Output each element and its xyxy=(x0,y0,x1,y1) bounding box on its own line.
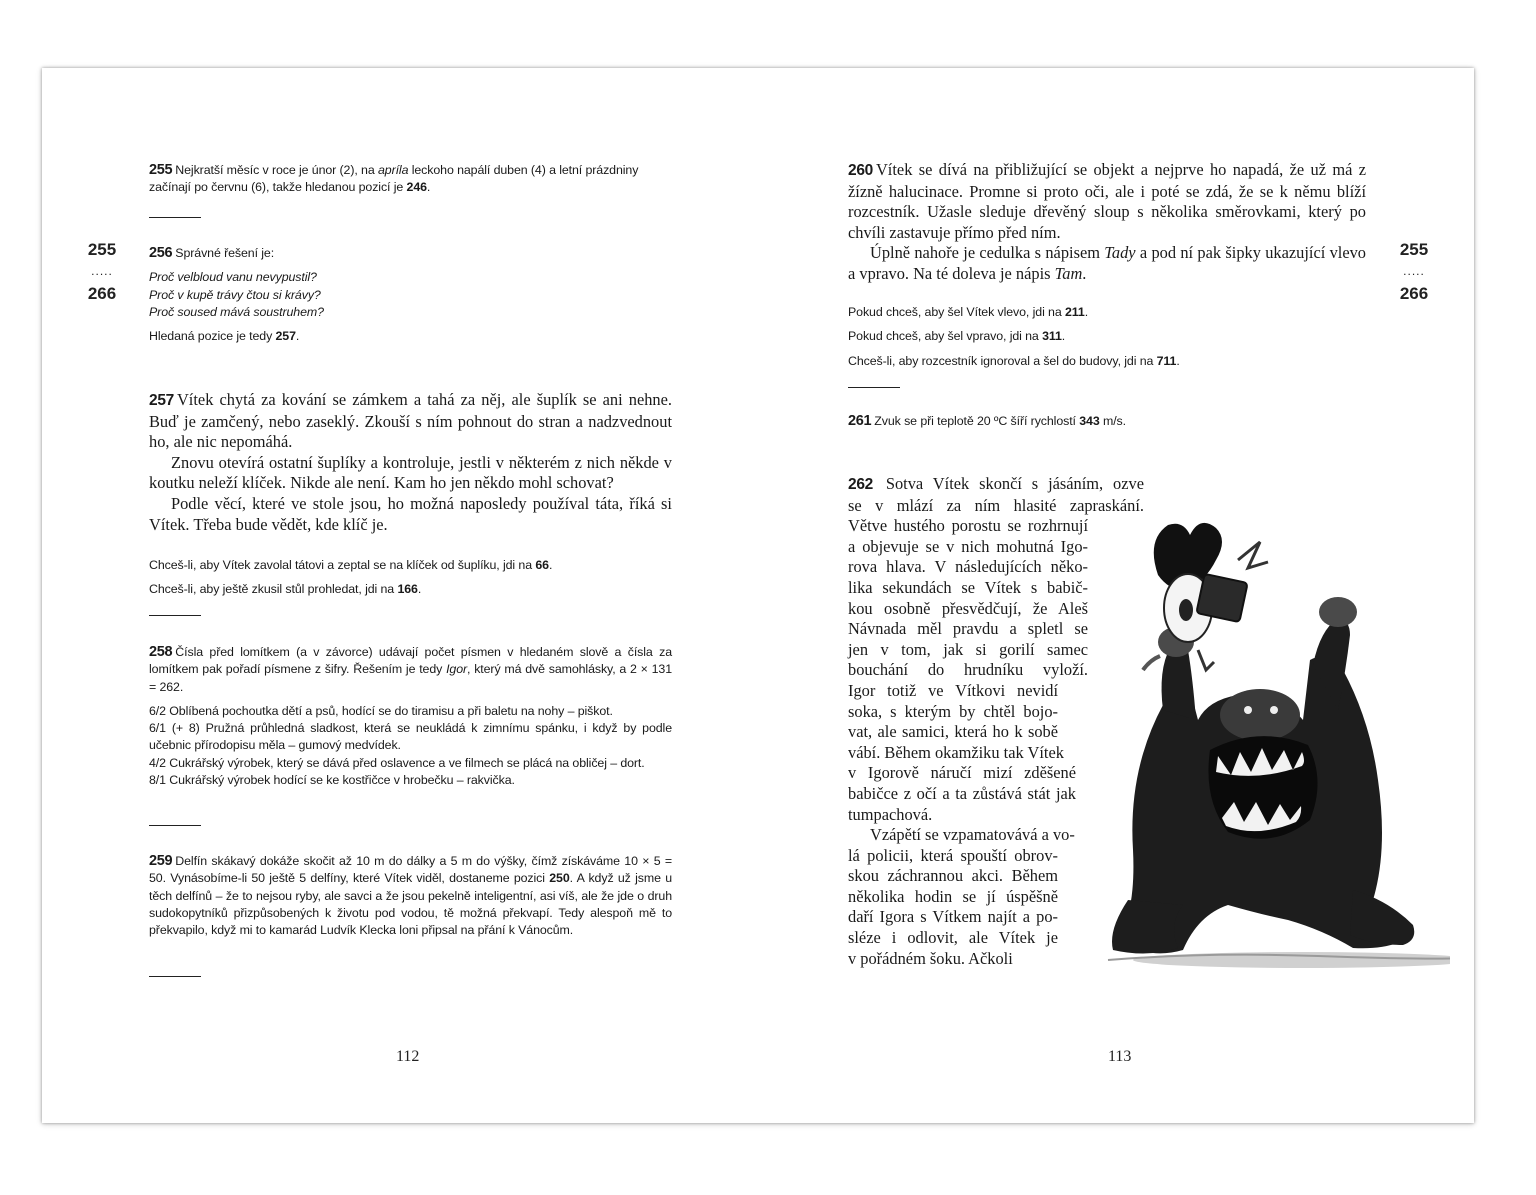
section-number: 261 xyxy=(848,413,872,429)
text-line: Větve hustého porostu se rozhrnují xyxy=(848,516,1088,536)
section-257-choices xyxy=(149,557,672,599)
solution-line: Proč velbloud vanu nevypustil? xyxy=(149,270,317,285)
text-line: bouchání do hrudníku vyloží. xyxy=(848,660,1088,680)
text-line: sléze i odlovit, ale Vítek je xyxy=(848,928,1058,948)
section-number: 256 xyxy=(149,245,173,261)
section-259: 259 Delfín skákavý dokáže skočit až 10 m do dálky a 5 m do výšky, čímž získáváme 10 × 5 = 50. Vynásobíme-li 50 ještě 5 delfíny, které Vítek viděl, dostaneme pozici 250. A když už jsme u těch delfínů – že to nejsou ryby, ale savci a že jsou pekelně inteligentní, asi víš, ale že jde o druh sudokopytníků přizpůsobených k životu pod vodou, tě možná překvapí. Tedy alespoň mě to překvapilo, když mi to kamarád Ludvík Klecka loni připsal na přání k Vánocům. xyxy=(149,853,672,938)
text-line: babičce z očí a ta zůstává stát jak xyxy=(848,783,1076,803)
text-line: v pořádném šoku. Ačkoli xyxy=(848,948,1013,968)
text-line: lá policii, která spouští obrov- xyxy=(848,845,1058,865)
range-end: 266 xyxy=(1399,284,1429,303)
book-spread xyxy=(42,68,1474,1123)
page-number: 112 xyxy=(396,1048,420,1065)
text-line: Návnada měl pravdu a spletl se xyxy=(848,619,1088,639)
clue-line: 4/2 Cukrářský výrobek, který se dává před oslavence a ve filmech se plácá na obličej – dort. xyxy=(149,755,645,770)
text-line: jen v tom, jak si gorilí samec xyxy=(848,639,1088,659)
text-line: Vzápětí se vzpamatovává a vo- xyxy=(870,825,1075,845)
clue-line: 6/1 (+ 8) Pružná průhledná sladkost, která se neukládá k zimnímu spánku, i když by podle učebnic přírodopisu měla – gumový medvídek. xyxy=(149,721,672,753)
section-divider xyxy=(149,615,201,616)
gorilla-face xyxy=(1220,689,1300,741)
section-number: 262 xyxy=(848,476,873,493)
boy-shoe xyxy=(1238,542,1268,568)
section-260-choices xyxy=(848,304,1366,370)
section-divider xyxy=(848,387,900,388)
choice-option[interactable]: Pokud chceš, aby šel Vítek vlevo, jdi na 211. xyxy=(848,305,1089,319)
gorilla-right-hand xyxy=(1319,597,1357,627)
text-line: rova hlava. V následujících něko- xyxy=(848,557,1088,577)
gorilla-right-leg xyxy=(1350,890,1414,945)
text-line: a objevuje se v nich mohutná Igo- xyxy=(848,536,1088,556)
section-range-tab xyxy=(82,240,122,304)
text-line: vat, ale samici, která ho k sobě xyxy=(848,722,1058,742)
text-line: daří Igora s Vítkem najít a po- xyxy=(848,907,1058,927)
choice-option[interactable]: Chceš-li, aby rozcestník ignoroval a šel do budovy, jdi na 711. xyxy=(848,353,1180,368)
text-line: se v mlází za ním hlasité zapraskání. xyxy=(848,495,1144,515)
text-line: Igor totiž ve Vítkovi nevidí xyxy=(848,680,1058,700)
section-number: 260 xyxy=(848,162,873,179)
section-261: 261 Zvuk se při teplotě 20 ºC šíří rychlostí 343 m/s. xyxy=(848,413,1126,429)
range-start: 255 xyxy=(87,240,117,259)
section-260: 260 Vítek se dívá na přibližující se objekt a nejprve ho napadá, že už má z žízně halucinace. Promne si proto oči, ale i poté se zdá, že se k němu blíží rozcestník. Užasle sleduje dřevěný sloup s několika směrovkami, který po chvíli zastavuje přímo před ním. Úplně nahoře je cedulka s nápisem Tady a pod ní pak šipky ukazující vlevo a vpravo. Na té doleva je nápis Tam. xyxy=(848,160,1367,283)
text-line: vábí. Během okamžiku tak Vítek xyxy=(848,742,1064,762)
section-divider xyxy=(149,217,201,218)
page-number: 113 xyxy=(1108,1048,1132,1065)
answer: 246 xyxy=(406,180,427,195)
range-dots: ..... xyxy=(1403,264,1425,278)
boy-jacket xyxy=(1196,574,1247,622)
choice-option[interactable]: Chceš-li, aby ještě zkusil stůl prohledat, jdi na 166. xyxy=(149,582,422,597)
section-number: 259 xyxy=(149,853,173,869)
choice-option[interactable]: Chceš-li, aby Vítek zavolal tátovi a zeptal se na klíček od šuplíku, jdi na 66. xyxy=(149,558,553,572)
text-line: kou osobně přesvědčují, že Aleš xyxy=(848,598,1088,618)
boy-mouth xyxy=(1179,599,1193,621)
section-257: 257 Vítek chytá za kování se zámkem a tahá za něj, ale šuplík se ani nehne. Buď je zamčený, nebo zaseklý. Zkouší s ním pohnout do stran a nadzvednout ho, ale nic nepomáhá. Znovu otevírá ostatní šuplíky a kontroluje, jestli v některém z nich někde v koutku neleží klíček. Nikde ale není. Kam ho jen někdo mohl schovat? Podle věcí, které ve stole jsou, ho možná naposledy používal táta, říká si Vítek. Třeba bude vědět, kde klíč je. xyxy=(149,390,672,534)
clue-line: 6/2 Oblíbená pochoutka dětí a psů, hodící se do tiramisu a při baletu na nohy – piškot. xyxy=(149,703,613,718)
text-line: 262 Sotva Vítek skončí s jásáním, ozve xyxy=(848,474,1144,493)
section-256: 256 Správné řešení je: Proč velbloud vanu nevypustil? Proč v kupě trávy čtou si krávy? Proč soused mává soustruhem? Hledaná pozice je tedy 257. xyxy=(149,245,324,344)
section-divider xyxy=(149,825,201,826)
section-number: 258 xyxy=(149,644,173,660)
text-line: soka, s kterým by chtěl bojo- xyxy=(848,701,1058,721)
section-divider xyxy=(149,976,201,977)
answer: 250 xyxy=(549,871,570,886)
range-start: 255 xyxy=(1399,240,1429,259)
section-258: 258 Čísla před lomítkem (a v závorce) udávají počet písmen v hledaném slově a čísla za lomítkem pak pořadí písmene z šifry. Řešením je tedy Igor, který má dvě samohlásky, a 2 × 131 = 262. 6/2 Oblíbená pochoutka dětí a psů, hodící se do tiramisu a při baletu na nohy – piškot. 6/1 (+ 8) Pružná průhledná sladkost, která se neukládá k zimnímu spánku, i když by podle učebnic přírodopisu měla – gumový medvídek. 4/2 Cukrářský výrobek, který se dává před oslavence a ve filmech se plácá na obličej – dort. 8/1 Cukrářský výrobek hodící se ke kostřičce v hrobečku – rakvička. xyxy=(149,644,672,789)
text-line: tumpachová. xyxy=(848,804,933,824)
gorilla-eye xyxy=(1270,706,1278,714)
answer: 257 xyxy=(275,329,296,344)
solution-line: Proč v kupě trávy čtou si krávy? xyxy=(149,287,321,302)
boy-leg xyxy=(1198,650,1214,670)
text-line: několika hodin se jí úspěšně xyxy=(848,886,1058,906)
solution-line: Proč soused mává soustruhem? xyxy=(149,304,324,319)
gorilla-left-leg xyxy=(1112,900,1183,954)
clue-line: 8/1 Cukrářský výrobek hodící se ke kostřičce v hrobečku – rakvička. xyxy=(149,773,515,788)
gorilla-eye xyxy=(1244,706,1252,714)
section-number: 255 xyxy=(149,162,173,178)
section-number: 257 xyxy=(149,392,174,409)
text-line: v Igorově náručí mizí zděšené xyxy=(848,763,1076,783)
section-255: 255 Nejkratší měsíc v roce je únor (2), na apríla leckoho napálí duben (4) a letní prázdniny začínají po červnu (6), takže hledanou pozicí je 246. xyxy=(149,162,639,195)
range-end: 266 xyxy=(87,284,117,303)
choice-option[interactable]: Pokud chceš, aby šel vpravo, jdi na 311. xyxy=(848,329,1066,344)
left-page xyxy=(42,68,758,1123)
section-range-tab xyxy=(1394,240,1434,304)
text-line: lika sekundách se Vítek s babič- xyxy=(848,577,1088,597)
boy-arm xyxy=(1143,656,1160,670)
text-line: skou záchrannou akci. Během xyxy=(848,866,1058,886)
range-dots: ..... xyxy=(91,264,113,278)
gorilla-illustration xyxy=(1088,520,1450,990)
